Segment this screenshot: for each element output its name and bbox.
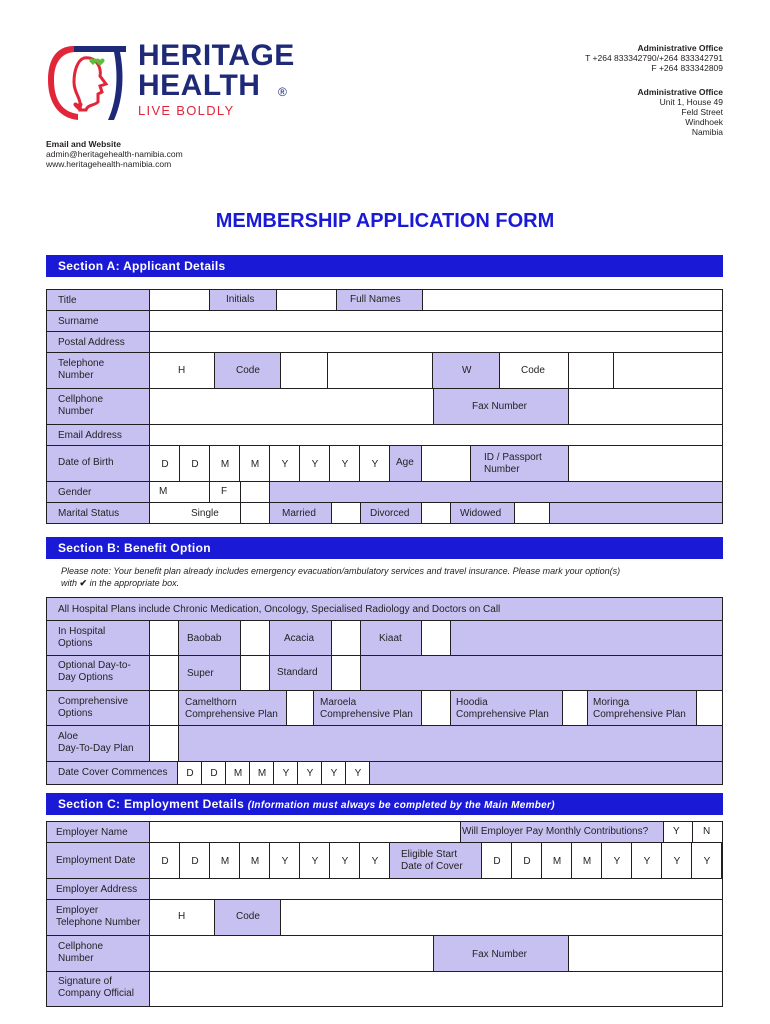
dob-box[interactable] [209,445,240,482]
tel-work-code-label: Code [521,365,545,376]
emp-tel-label-2: Telephone Number [56,917,141,928]
tel-home-code-input[interactable] [280,352,328,389]
employment-date-box[interactable] [179,842,210,879]
moringa-checkbox[interactable] [562,690,588,726]
postal-label: Postal Address [58,337,125,348]
postal-input[interactable] [149,331,723,353]
cover-date-box[interactable] [297,761,322,785]
eligible-date-box[interactable] [631,842,662,879]
cover-date-box[interactable] [225,761,250,785]
in-hospital-label-1: In Hospital [58,626,106,637]
employment-date-digit-label: D [191,856,199,867]
cellphone-label-1: Cellphone [58,394,104,405]
date-cover-label: Date Cover Commences [58,767,168,778]
cover-date-digit-label: Y [330,768,338,779]
brand-name-line2: HEALTH [138,69,261,102]
cellphone-label-2: Number [58,406,94,417]
benefit-note-rest: in the appropriate box. [87,578,180,588]
moringa-box[interactable] [696,690,723,726]
dob-digit-label: Y [371,459,379,470]
surname-input[interactable] [149,310,723,332]
dob-box[interactable] [359,445,390,482]
benefit-note-with: with [61,578,80,588]
cover-date-digit-label: D [186,768,194,779]
camelthorn-label-1: Camelthorn [185,697,237,708]
cover-date-box[interactable] [321,761,346,785]
office2-line2: Feld Street [681,107,723,117]
id-label-2: Number [484,464,520,475]
emp-cell-input[interactable] [149,935,434,972]
moringa-label-2: Comprehensive Plan [593,709,686,720]
telephone-label-1: Telephone [58,358,105,369]
tel-work-code-input[interactable] [568,352,614,389]
dob-digit-label: M [250,459,260,470]
title-label: Title [58,295,77,306]
kiaat-box[interactable] [421,620,451,656]
eligible-date-box[interactable] [541,842,572,879]
gender-f-label: F [221,486,228,497]
brand-name-line1: HERITAGE [138,39,295,72]
emp-cell-label-1: Cellphone [58,941,104,952]
pay-no-label: N [703,826,711,837]
office2-line4: Namibia [691,127,723,137]
dob-box[interactable] [269,445,300,482]
super-checkbox[interactable] [149,655,179,691]
widowed-label: Widowed [460,508,502,519]
section-c-note: (Information must always be completed by the Main Member) [247,800,555,811]
id-input[interactable] [568,445,723,482]
standard-label: Standard [277,667,318,678]
eligible-date-box[interactable] [691,842,722,879]
cover-date-digit-label: Y [282,768,290,779]
comprehensive-label-1: Comprehensive [58,696,129,707]
standard-box[interactable] [331,655,361,691]
emp-fax-label: Fax Number [472,949,528,960]
hoodia-checkbox[interactable] [421,690,451,726]
maroela-label-2: Comprehensive Plan [320,709,413,720]
email-website-title: Email and Website [46,139,121,149]
tel-w-label: W [462,365,472,376]
row-aloe [46,725,723,762]
employment-date-digit-label: Y [371,856,379,867]
email-address-label: Email Address [58,430,122,441]
dob-digit-label: D [191,459,199,470]
eligible-date-digit-label: Y [613,856,621,867]
acacia-label: Acacia [284,633,315,644]
employment-date-box[interactable] [239,842,270,879]
cover-date-digit-label: Y [306,768,314,779]
fax-label: Fax Number [472,401,528,412]
eligible-date-digit-label: D [493,856,501,867]
divorced-label: Divorced [370,508,410,519]
married-label: Married [282,508,316,519]
pay-yes-label: Y [673,826,680,837]
tel-home-number-input[interactable] [327,352,433,389]
brand-registered-mark: ® [278,85,287,99]
benefit-note-line1: Please note: Your benefit plan already includes emergency evacuation/ambulatory services and travel insurance. Please mark your option(s) [61,566,621,576]
dob-digit-label: M [220,459,230,470]
eligible-date-box[interactable] [511,842,542,879]
cover-date-digit-label: D [210,768,218,779]
employment-date-box[interactable] [209,842,240,879]
aloe-checkbox[interactable] [149,725,179,762]
pay-question-label: Will Employer Pay Monthly Contributions? [462,826,649,837]
dob-box[interactable] [299,445,330,482]
cover-date-digit-label: M [257,768,267,779]
gender-m-label: M [159,486,168,497]
dob-box[interactable] [149,445,180,482]
office2-title: Administrative Office [637,87,723,97]
employment-date-digit-label: Y [341,856,349,867]
standard-checkbox[interactable] [240,655,270,691]
heritage-health-logo [44,42,134,124]
eligible-date-digit-label: Y [703,856,711,867]
employment-date-box[interactable] [359,842,390,879]
dob-digit-label: Y [311,459,319,470]
row-gender [46,481,723,503]
moringa-label-1: Moringa [593,697,630,708]
emp-tel-h-label: H [178,911,186,922]
employment-date-box[interactable] [269,842,300,879]
logo-heart-green-1 [89,58,96,65]
signature-input[interactable] [149,971,723,1007]
dob-digit-label: Y [281,459,289,470]
dob-digit-label: Y [341,459,349,470]
employment-date-digit-label: D [161,856,169,867]
married-checkbox[interactable] [331,502,361,524]
emp-fax-input[interactable] [568,935,723,972]
office2-line3: Windhoek [685,117,723,127]
office1-phone: T +264 833342790/+264 833342791 [585,53,723,63]
hospital-note: All Hospital Plans include Chronic Medication, Oncology, Specialised Radiology and Doctors on Call [58,604,501,615]
cover-date-box[interactable] [249,761,274,785]
form-title: MEMBERSHIP APPLICATION FORM [215,210,555,232]
eligible-date-digit-label: M [552,856,562,867]
cover-date-digit-label: M [233,768,243,779]
single-checkbox[interactable] [240,502,270,524]
cover-date-box[interactable] [345,761,370,785]
acacia-checkbox[interactable] [240,620,270,656]
gender-label: Gender [58,487,92,498]
id-label-1: ID / Passport [484,452,542,463]
dob-box[interactable] [239,445,270,482]
eligible-date-digit-label: D [523,856,531,867]
office1-fax: F +264 833342809 [651,63,723,73]
age-input[interactable] [421,445,471,482]
hoodia-label-2: Comprehensive Plan [456,709,549,720]
employment-date-box[interactable] [329,842,360,879]
website-link[interactable]: www.heritagehealth-namibia.com [46,159,172,169]
cover-date-box[interactable] [273,761,298,785]
dob-label: Date of Birth [58,457,114,468]
employment-date-digit-label: Y [281,856,289,867]
employer-address-label: Employer Address [56,884,138,895]
baobab-label: Baobab [187,633,222,644]
emp-cell-label-2: Number [58,953,94,964]
divorced-checkbox[interactable] [421,502,451,524]
section-b-header: Section B: Benefit Option [46,537,723,559]
signature-label-1: Signature of [58,976,112,987]
section-a-header: Section A: Applicant Details [46,255,723,277]
cover-date-box[interactable] [177,761,202,785]
fax-input[interactable] [568,388,723,425]
single-label: Single [191,508,219,519]
title-input[interactable] [149,289,210,311]
age-label: Age [396,457,414,468]
kiaat-label: Kiaat [379,633,402,644]
emp-tel-label-1: Employer [56,905,99,916]
marital-label: Marital Status [58,508,120,519]
email-link[interactable]: admin@heritagehealth-namibia.com [46,149,183,159]
initials-input[interactable] [276,289,337,311]
telephone-label-2: Number [58,370,94,381]
eligible-date-box[interactable] [481,842,512,879]
eligible-date-digit-label: Y [643,856,651,867]
check-mark-icon: ✔ [79,578,88,588]
aloe-label-2: Day-To-Day Plan [58,743,134,754]
eligible-date-digit-label: Y [673,856,681,867]
employment-date-digit-label: M [220,856,230,867]
full-names-label: Full Names [350,294,401,305]
camelthorn-checkbox[interactable] [149,690,179,726]
maroela-checkbox[interactable] [286,690,314,726]
employment-date-box[interactable] [299,842,330,879]
gender-f-checkbox[interactable] [240,481,270,503]
employer-name-label: Employer Name [56,827,128,838]
dob-digit-label: D [161,459,169,470]
emp-tel-code-label: Code [236,911,260,922]
section-c-title: Section C: Employment Details [58,797,248,811]
maroela-label-1: Maroela [320,697,357,708]
eligible-label-1: Eligible Start [401,849,458,860]
tel-code-label: Code [236,365,260,376]
employment-date-digit-label: M [250,856,260,867]
row-optional [46,655,723,691]
cover-date-box[interactable] [201,761,226,785]
camelthorn-label-2: Comprehensive Plan [185,709,278,720]
aloe-label-1: Aloe [58,731,79,742]
surname-label: Surname [58,316,99,327]
employment-date-box[interactable] [149,842,180,879]
office2-line1: Unit 1, House 49 [659,97,723,107]
employment-date-digit-label: Y [311,856,319,867]
benefit-note-line2 [61,578,179,589]
cellphone-input[interactable] [149,388,434,425]
full-names-input[interactable] [422,289,723,311]
dob-box[interactable] [329,445,360,482]
optional-label-1: Optional Day-to- [58,660,131,671]
widowed-checkbox[interactable] [514,502,550,524]
section-c-header [46,793,723,815]
in-hospital-label-2: Options [58,638,93,649]
tel-h-label: H [178,365,186,376]
optional-label-2: Day Options [58,672,114,683]
employer-name-input[interactable] [149,821,461,843]
emp-tel-code-input[interactable] [280,899,723,936]
cover-date-digit-label: Y [354,768,362,779]
employer-address-input[interactable] [149,878,723,900]
eligible-date-box[interactable] [601,842,632,879]
employment-date-label: Employment Date [56,855,136,866]
initials-label: Initials [226,294,255,305]
email-address-input[interactable] [149,424,723,446]
eligible-date-box[interactable] [661,842,692,879]
eligible-date-box[interactable] [571,842,602,879]
eligible-label-2: Date of Cover [401,861,463,872]
office1-title: Administrative Office [637,43,723,53]
hoodia-label-1: Hoodia [456,697,488,708]
baobab-checkbox[interactable] [149,620,179,656]
logo-face-profile [74,58,106,110]
eligible-date-digit-label: M [582,856,592,867]
comprehensive-label-2: Options [58,708,93,719]
brand-tagline: LIVE BOLDLY [138,103,235,118]
signature-label-2: Company Official [58,988,134,999]
kiaat-checkbox[interactable] [331,620,361,656]
tel-work-number-input[interactable] [613,352,723,389]
dob-box[interactable] [179,445,210,482]
super-label: Super [187,668,214,679]
